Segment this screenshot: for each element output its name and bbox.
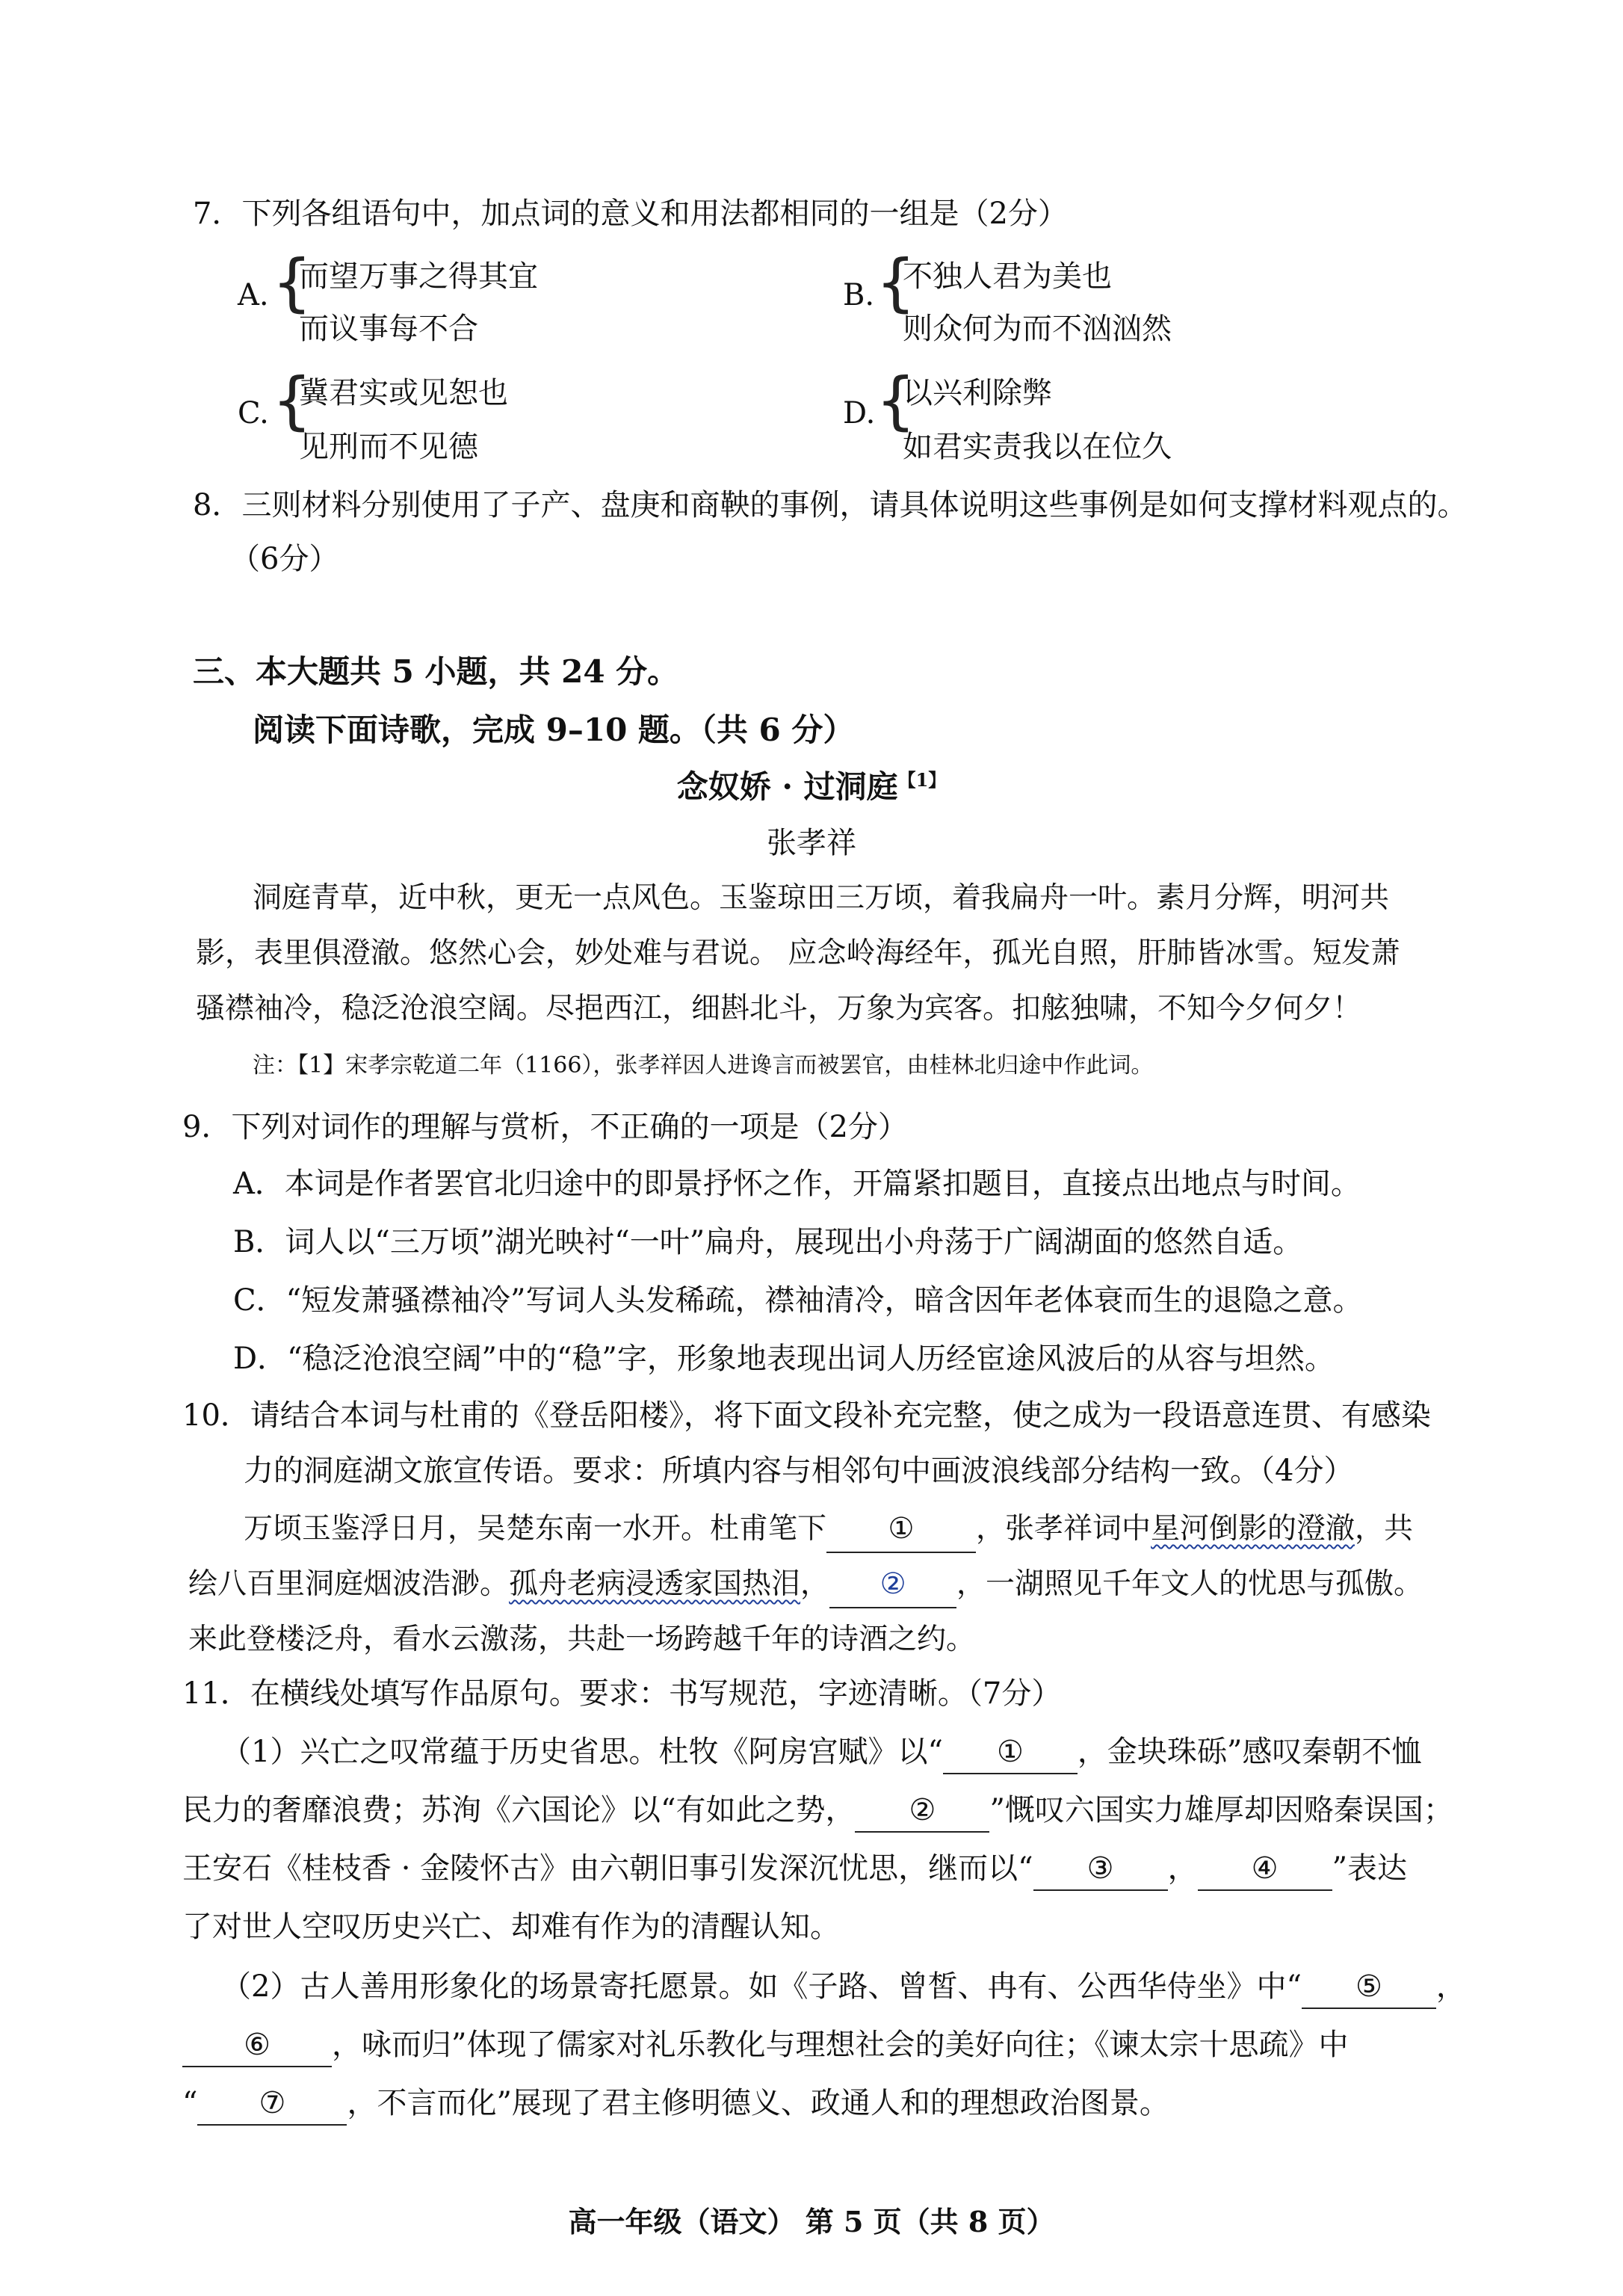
poem-line-1: 洞庭青草，近中秋，更无一点风色。玉鉴琼田三万顷，着我扁舟一叶。素月分辉，明河共	[253, 881, 1390, 915]
poem-footnote-marker: 【1】	[897, 769, 947, 791]
q7-option-d-line1: 以兴利除弊	[903, 376, 1052, 410]
q11-blank-7[interactable]	[197, 2082, 347, 2126]
q10-text: 绘八百里洞庭烟波浩渺。	[188, 1567, 510, 1601]
q11-text: 民力的奢靡浪费；苏洵《六国论》以“有如此之势，	[182, 1793, 856, 1827]
q11-text: “	[182, 2086, 198, 2120]
q11-part2-line2	[182, 2024, 1348, 2067]
poem-title: 念奴娇 · 过洞庭	[676, 768, 898, 805]
q10-blank-1-number: ①	[888, 1512, 915, 1546]
q7-option-a-label: A.	[238, 278, 269, 312]
q7-option-d-brace: {	[876, 364, 916, 437]
q11-blank-2-number: ②	[909, 1793, 936, 1827]
q11-text: ，咏而归”体现了儒家对礼乐教化与理想社会的美好向往；《谏太宗十思疏》中	[332, 2028, 1349, 2062]
q10-passage-line1	[244, 1507, 1413, 1553]
poem-line-3: 骚襟袖冷，稳泛沧浪空阔。尽挹西江，细斟北斗，万象为宾客。扣舷独啸，不知今夕何夕！	[196, 992, 1362, 1025]
poem-note: 注：【1】宋孝宗乾道二年（1166），张孝祥因人进谗言而被罢官，由桂林北归途中作此词。	[253, 1052, 1154, 1078]
q7-option-a-line1: 而望万事之得其宜	[299, 259, 538, 294]
q9-option-b: B．词人以“三万顷”湖光映衬“一叶”扁舟，展现出小舟荡于广阔湖面的悠然自适。	[233, 1225, 1303, 1259]
q11-blank-5[interactable]	[1302, 1966, 1436, 2009]
section3-intro: 阅读下面诗歌，完成 9–10 题。（共 6 分）	[253, 712, 855, 748]
q10-text: 万顷玉鉴浮日月，吴楚东南一水开。杜甫笔下	[244, 1512, 827, 1546]
q11-blank-1[interactable]	[943, 1731, 1078, 1774]
q10-text: ，一湖照见千年文人的忧思与孤傲。	[956, 1567, 1423, 1601]
q11-text: 王安石《桂枝香 · 金陵怀古》由六朝旧事引发深沉忧思，继而以“	[182, 1851, 1033, 1886]
q11-blank-1-number: ①	[996, 1735, 1024, 1769]
q9-option-d: D．“稳泛沧浪空阔”中的“稳”字，形象地表现出词人历经宦途风波后的从容与坦然。	[233, 1342, 1335, 1376]
q11-blank-5-number: ⑤	[1355, 1969, 1382, 2004]
q7-option-c-label: C.	[238, 396, 269, 430]
q11-stem: 11．在横线处填写作品原句。要求：书写规范，字迹清晰。（7分）	[182, 1676, 1062, 1711]
q11-part2-line3	[182, 2082, 1169, 2126]
q7-option-b-label: B.	[843, 278, 875, 312]
q7-option-d-label: D.	[843, 396, 876, 430]
q11-part1-line4: 了对世人空叹历史兴亡、却难有作为的清醒认知。	[182, 1910, 840, 1944]
q9-stem: 9．下列对词作的理解与赏析，不正确的一项是（2分）	[182, 1110, 908, 1144]
q8-stem-line2: （6分）	[230, 542, 339, 576]
q11-text: （1）兴亡之叹常蕴于历史省思。杜牧《阿房宫赋》以“	[221, 1735, 943, 1769]
q11-blank-3[interactable]	[1033, 1848, 1168, 1891]
q10-passage-line3: 来此登楼泛舟，看水云激荡，共赴一场跨越千年的诗酒之约。	[188, 1623, 976, 1656]
q11-text: ，	[1167, 1851, 1198, 1886]
q10-wavy-phrase-1: 星河倒影的澄澈	[1151, 1512, 1355, 1546]
q7-option-c-line1: 冀君实或见恕也	[299, 376, 508, 410]
q11-blank-2[interactable]	[855, 1789, 989, 1833]
q7-option-c-line2: 见刑而不见德	[299, 430, 478, 464]
q7-option-a-brace: {	[272, 246, 312, 319]
q11-text: ”表达	[1332, 1851, 1408, 1886]
q11-text: ，不言而化”展现了君主修明德义、政通人和的理想政治图景。	[347, 2086, 1169, 2120]
q10-text: ，共	[1355, 1512, 1414, 1546]
q7-stem: 7．下列各组语句中，加点词的意义和用法都相同的一组是（2分）	[193, 197, 1068, 231]
q10-stem-line2: 力的洞庭湖文旅宣传语。要求：所填内容与相邻句中画波浪线部分结构一致。（4分）	[244, 1454, 1354, 1488]
q7-option-b-line1: 不独人君为美也	[903, 259, 1112, 294]
q7-option-b-line2: 则众何为而不汹汹然	[903, 312, 1172, 346]
q11-part1-line1	[221, 1731, 1421, 1774]
section3-title: 三、本大题共 5 小题，共 24 分。	[193, 653, 679, 690]
q11-blank-4[interactable]	[1198, 1848, 1332, 1891]
q11-text: ，金块珠砾”感叹秦朝不恤	[1077, 1735, 1422, 1769]
q11-part2-line1	[221, 1966, 1466, 2009]
q8-stem-line1: 8．三则材料分别使用了子产、盘庚和商鞅的事例，请具体说明这些事例是如何支撑材料观点的。	[193, 488, 1468, 522]
q9-option-c: C．“短发萧骚襟袖冷”写词人头发稀疏，襟袖清冷，暗含因年老体衰而生的退隐之意。	[233, 1283, 1363, 1318]
q10-stem-line1: 10．请结合本词与杜甫的《登岳阳楼》，将下面文段补充完整，使之成为一段语意连贯、有感染	[182, 1398, 1431, 1433]
q10-blank-2[interactable]	[829, 1562, 956, 1608]
q11-text: （2）古人善用形象化的场景寄托愿景。如《子路、曾皙、冉有、公西华侍坐》中“	[221, 1969, 1302, 2004]
q11-blank-3-number: ③	[1086, 1851, 1114, 1886]
q11-blank-6-number: ⑥	[244, 2028, 270, 2062]
q10-blank-1[interactable]	[826, 1507, 976, 1553]
q9-option-a: A．本词是作者罢官北归途中的即景抒怀之作，开篇紧扣题目，直接点出地点与时间。	[233, 1167, 1361, 1201]
q10-blank-2-number: ②	[879, 1567, 906, 1601]
q10-text: ，张孝祥词中	[976, 1512, 1151, 1546]
q11-blank-4-number: ④	[1251, 1851, 1279, 1886]
page-footer: 高一年级（语文） 第 5 页（共 8 页）	[568, 2205, 1055, 2238]
q11-blank-6[interactable]	[182, 2024, 332, 2067]
q10-passage-line2	[188, 1562, 1423, 1608]
q7-option-b-brace: {	[876, 246, 916, 319]
poem-author: 张孝祥	[767, 826, 856, 860]
q11-text: ，	[1435, 1969, 1466, 2004]
q11-part1-line2	[182, 1789, 1453, 1833]
q10-text: ，	[800, 1567, 830, 1601]
poem-line-2: 影，表里俱澄澈。悠然心会，妙处难与君说。 应念岭海经年，孤光自照，肝肺皆冰雪。短发萧	[196, 936, 1400, 970]
q11-blank-7-number: ⑦	[259, 2086, 286, 2120]
q7-option-c-brace: {	[272, 364, 312, 437]
q10-wavy-phrase-2: 孤舟老病浸透家国热泪	[509, 1567, 801, 1601]
poem-title-row	[0, 762, 1623, 807]
q11-text: ”慨叹六国实力雄厚却因赂秦误国；	[989, 1793, 1453, 1827]
q7-option-a-line2: 而议事每不合	[299, 312, 478, 346]
q11-part1-line3	[182, 1848, 1407, 1891]
q7-option-d-line2: 如君实责我以在位久	[903, 430, 1172, 464]
